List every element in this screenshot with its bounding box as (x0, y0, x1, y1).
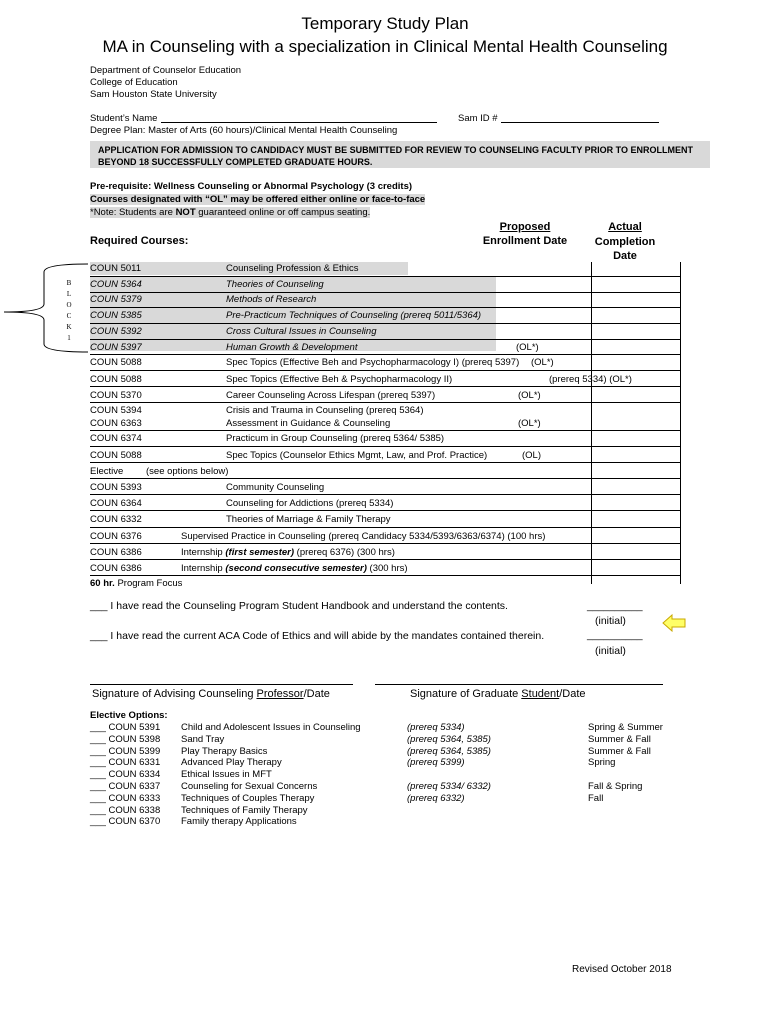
elective-title: Child and Adolescent Issues in Counseling (181, 722, 361, 733)
elective-titles (181, 722, 361, 828)
block-brace (0, 262, 90, 354)
course-ol: (OL*) (518, 390, 541, 401)
ol-note: Courses designated with “OL” may be offered either online or face-to-face (90, 194, 426, 205)
professor-signature-line[interactable] (90, 684, 353, 685)
elective-title: Advanced Play Therapy (181, 757, 282, 769)
column-divider (591, 262, 592, 584)
sam-id-field[interactable] (501, 122, 659, 123)
initial-field-2[interactable]: __________ (587, 630, 643, 641)
course-ol: (prereq 5334) (OL*) (549, 374, 632, 385)
course-title: Spec Topics (Effective Beh & Psychopharmacology II) (226, 374, 453, 385)
elective-code[interactable]: ___ COUN 6337 (90, 780, 161, 792)
course-title: Assessment in Guidance & Counseling (226, 418, 391, 429)
department: Department of Counselor Education (90, 65, 242, 76)
course-title (181, 563, 408, 574)
elective-prereq: (prereq 5334/ 6332) (407, 780, 491, 792)
course-title-part: (first semester) (225, 547, 295, 558)
actual-heading-3: Date (613, 250, 637, 262)
actual-heading (590, 220, 660, 264)
elective-code[interactable]: ___ COUN 6333 (90, 792, 161, 804)
elective-prereq: (prereq 5334) (407, 722, 465, 733)
course-title: Theories of Marriage & Family Therapy (226, 514, 391, 525)
row-line (90, 478, 680, 479)
course-title: Community Counseling (226, 482, 325, 493)
sig-text: /Date (303, 688, 330, 700)
sig-text: Signature of Advising Counseling (92, 688, 257, 700)
row-line (90, 402, 680, 403)
row-line (90, 527, 680, 528)
actual-heading-2: Completion (594, 235, 656, 248)
course-title-part: Internship (181, 563, 226, 574)
initial-label-1: (initial) (595, 615, 626, 627)
seating-note (90, 207, 370, 218)
course-code: Elective (90, 466, 124, 477)
course-title-part: (prereq 6376) (300 hrs) (294, 547, 395, 558)
handbook-ack[interactable]: ___ I have read the Counseling Program Student Handbook and understand the contents. (90, 600, 508, 612)
elective-code[interactable]: ___ COUN 6370 (90, 816, 161, 828)
course-title: Counseling Profession & Ethics (226, 263, 359, 274)
proposed-heading-1: Proposed (499, 221, 551, 233)
elective-title: Play Therapy Basics (181, 745, 268, 757)
row-line (90, 386, 680, 387)
elective-term: Spring (588, 757, 616, 769)
block-letter: L (66, 290, 72, 298)
elective-title: Techniques of Family Therapy (181, 804, 308, 816)
required-courses-heading: Required Courses: (90, 235, 189, 247)
row-line (90, 575, 680, 576)
course-title-part: (second consecutive semester) (225, 563, 367, 574)
row-line (90, 462, 680, 463)
row-line (90, 323, 680, 324)
course-title: Human Growth & Development (226, 342, 358, 353)
student-name-label: Student’s Name (90, 113, 158, 124)
course-ol: (OL) (522, 450, 541, 461)
course-code: COUN 5011 (90, 263, 142, 274)
row-line (90, 307, 680, 308)
university: Sam Houston State University (90, 89, 217, 100)
column-divider (680, 262, 681, 584)
course-code: COUN 6386 (90, 563, 142, 574)
course-title: Career Counseling Across Lifespan (prereq 5397) (226, 390, 436, 401)
block-label (65, 278, 73, 344)
course-title-part: (300 hrs) (366, 563, 408, 574)
block-letter: 1 (67, 334, 71, 342)
student-name-field[interactable] (161, 122, 437, 123)
course-title: Supervised Practice in Counseling (prereq Candidacy 5334/5393/6363/6374) (100 hrs) (181, 531, 546, 542)
course-title: (see options below) (146, 466, 229, 477)
course-ol: (OL*) (531, 357, 554, 368)
course-title: Counseling for Addictions (prereq 5334) (226, 498, 394, 509)
row-line (90, 543, 680, 544)
program-focus-hours: 60 hr. (90, 578, 115, 589)
elective-code[interactable]: ___ COUN 6331 (90, 757, 161, 769)
arrow-left-icon (662, 614, 686, 632)
course-title: Methods of Research (226, 294, 317, 305)
prerequisite: Pre-requisite: Wellness Counseling or Abnormal Psychology (3 credits) (90, 181, 413, 192)
course-title: Spec Topics (Counselor Ethics Mgmt, Law, and Prof. Practice) (226, 450, 488, 461)
course-title: Spec Topics (Effective Beh and Psychopharmacology I) (prereq 5397) (226, 357, 520, 368)
course-code: COUN 5385 (90, 310, 142, 321)
sig-text: Professor (256, 688, 304, 700)
sig-text: Signature of Graduate (410, 688, 522, 700)
course-code: COUN 6364 (90, 498, 142, 509)
elective-term: Fall (588, 792, 604, 804)
course-code: COUN 5392 (90, 326, 142, 337)
elective-prereq: (prereq 6332) (407, 792, 465, 804)
elective-heading: Elective Options: (90, 710, 168, 721)
row-line (90, 276, 680, 277)
proposed-heading-2: Enrollment Date (482, 235, 568, 247)
elective-term: Fall & Spring (588, 780, 643, 792)
elective-prereq: (prereq 5364, 5385) (407, 745, 491, 757)
initial-field-1[interactable]: __________ (587, 601, 643, 612)
seating-note-suffix: guaranteed online or off campus seating. (195, 207, 371, 218)
course-code: COUN 5364 (90, 279, 142, 290)
row-line (90, 559, 680, 560)
proposed-heading (480, 220, 570, 248)
initial-label-2: (initial) (595, 645, 626, 657)
course-code: COUN 5394 (90, 405, 142, 416)
seating-note-not: NOT (175, 207, 196, 218)
course-title: Theories of Counseling (226, 279, 324, 290)
elective-term: Summer & Fall (588, 733, 651, 745)
elective-prereq (407, 769, 491, 781)
college: College of Education (90, 77, 178, 88)
elective-term: Spring & Summer (588, 722, 663, 733)
course-code: COUN 5088 (90, 374, 142, 385)
course-title: Cross Cultural Issues in Counseling (226, 326, 377, 337)
elective-title: Techniques of Couples Therapy (181, 792, 315, 804)
course-code: COUN 5088 (90, 357, 142, 368)
student-signature-line[interactable] (375, 684, 663, 685)
course-code: COUN 6363 (90, 418, 142, 429)
course-title-part: Internship (181, 547, 226, 558)
elective-code[interactable]: ___ COUN 5391 (90, 722, 161, 733)
revised-date: Revised October 2018 (572, 964, 672, 975)
course-title: Practicum in Group Counseling (prereq 5364/ 5385) (226, 433, 445, 444)
course-code: COUN 6374 (90, 433, 142, 444)
degree-plan: Degree Plan: Master of Arts (60 hours)/Clinical Mental Health Counseling (90, 125, 398, 136)
course-code: COUN 5397 (90, 342, 142, 353)
candidacy-notice: APPLICATION FOR ADMISSION TO CANDIDACY MUST BE SUBMITTED FOR REVIEW TO COUNSELING FACULTY PRIOR TO ENROLLMENT BEYOND 18 SUCCESSFULLY COMPLETED GRADUATE HOURS. (90, 141, 710, 168)
elective-code[interactable]: ___ COUN 6338 (90, 804, 161, 816)
row-line (90, 494, 680, 495)
row-line (90, 446, 680, 447)
program-focus-label: Program Focus (114, 578, 183, 589)
student-signature-label (410, 688, 586, 700)
elective-title: Counseling for Sexual Concerns (181, 780, 318, 792)
ethics-ack[interactable]: ___ I have read the current ACA Code of Ethics and will abide by the mandates contained therein. (90, 630, 545, 642)
sig-text: Student (521, 688, 560, 700)
course-code: COUN 6332 (90, 514, 142, 525)
row-line (90, 510, 680, 511)
course-code: COUN 5379 (90, 294, 142, 305)
elective-title: Ethical Issues in MFT (181, 769, 272, 781)
elective-title: Sand Tray (181, 733, 225, 745)
elective-prereqs (407, 722, 491, 805)
elective-title: Family therapy Applications (181, 816, 297, 828)
block-letter: C (66, 312, 72, 320)
course-code: COUN 5370 (90, 390, 142, 401)
course-ol: (OL*) (518, 418, 541, 429)
program-focus (90, 578, 182, 589)
sam-id-label: Sam ID # (458, 113, 498, 124)
row-line (90, 430, 680, 431)
course-code: COUN 5393 (90, 482, 142, 493)
row-line (90, 292, 680, 293)
course-title: Crisis and Trauma in Counseling (prereq 5364) (226, 405, 424, 416)
seating-note-prefix: *Note: Students are (90, 207, 176, 218)
course-code: COUN 6386 (90, 547, 142, 558)
row-line (90, 339, 680, 340)
block-letter: O (66, 301, 72, 309)
elective-code[interactable]: ___ COUN 5399 (90, 745, 161, 757)
elective-prereq: (prereq 5399) (407, 757, 465, 769)
course-title (181, 547, 395, 558)
page-subtitle: MA in Counseling with a specialization in Clinical Mental Health Counseling (102, 37, 668, 56)
elective-term: Summer & Fall (588, 745, 651, 757)
elective-terms (588, 722, 663, 805)
page-title: Temporary Study Plan (301, 14, 469, 33)
course-code: COUN 6376 (90, 531, 142, 542)
sig-text: /Date (559, 688, 586, 700)
elective-code[interactable]: ___ COUN 6334 (90, 769, 161, 781)
block-letter: K (66, 323, 72, 331)
elective-code[interactable]: ___ COUN 5398 (90, 733, 161, 745)
elective-term (588, 769, 663, 781)
course-code: COUN 5088 (90, 450, 142, 461)
course-ol: (OL*) (516, 342, 539, 353)
professor-signature-label (92, 688, 330, 700)
course-title: Pre-Practicum Techniques of Counseling (prereq 5011/5364) (226, 310, 482, 321)
elective-prereq: (prereq 5364, 5385) (407, 733, 491, 745)
row-line (90, 370, 680, 371)
block-letter: B (66, 279, 72, 287)
elective-codes (90, 722, 160, 828)
actual-heading-1: Actual (608, 221, 642, 233)
row-line (90, 354, 680, 355)
